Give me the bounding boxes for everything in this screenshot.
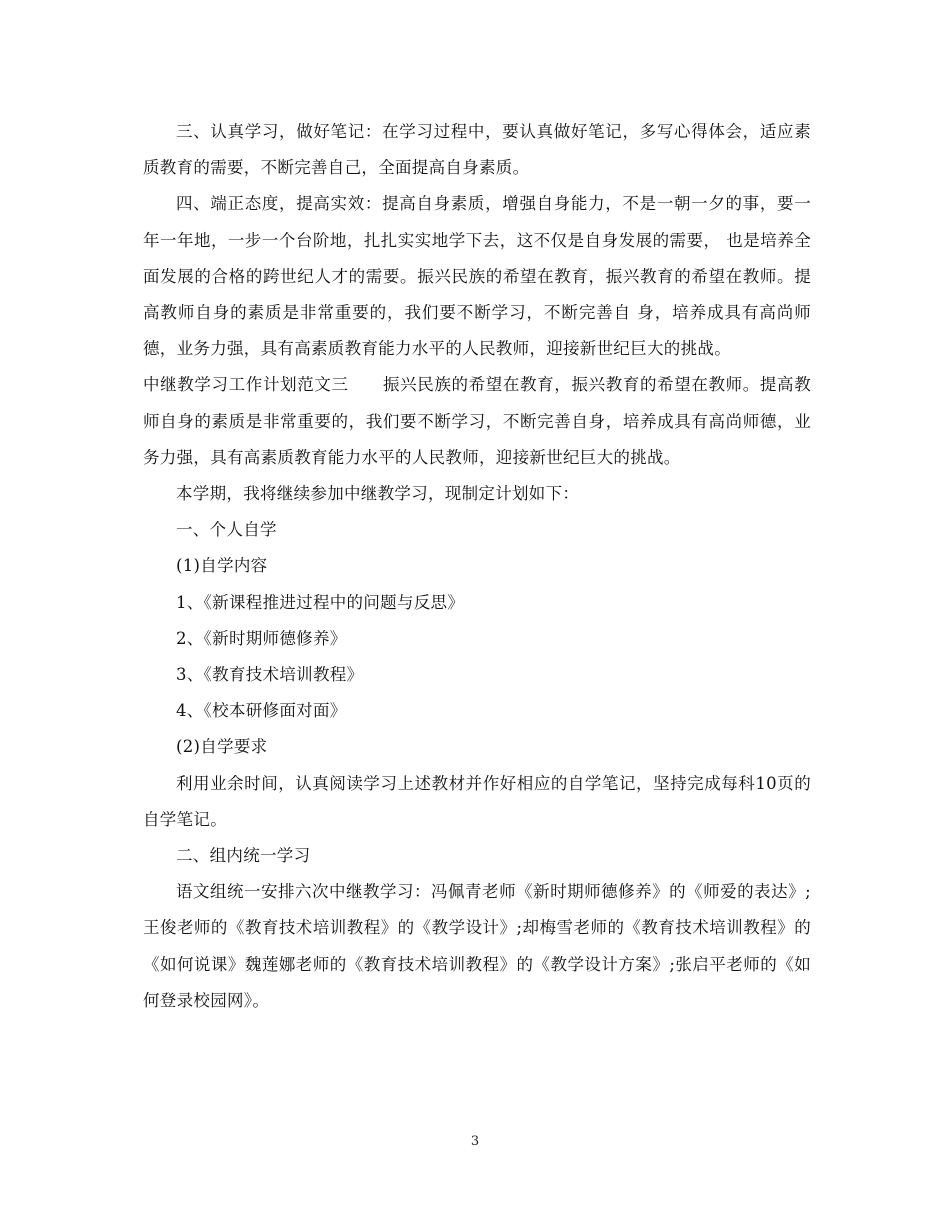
section-heading-text: 振兴民族的希望在教育，振兴教育的希望在教师。提高教师自身的素质是非常重要的，我们要不断学习，不断完善自身，培养成具有高尚师德，业务力强，具有高素质教育能力水平的人民教师，迎接新世纪巨大的挑战。 xyxy=(143,375,811,467)
subheading-self-study-requirements: (2)自学要求 xyxy=(176,737,268,757)
list-item-book-4: 4、《校本研修面对面》 xyxy=(176,701,347,721)
subheading-self-study-content: (1)自学内容 xyxy=(176,556,268,576)
heading-self-study: 一、个人自学 xyxy=(176,520,277,540)
list-item-book-1: 1、《新课程推进过程中的问题与反思》 xyxy=(176,592,465,612)
paragraph-self-study-requirements: 利用业余时间，认真阅读学习上述教材并作好相应的自学笔记，坚持完成每科10页的自学笔记。 xyxy=(143,773,811,829)
paragraph-semester-intro: 本学期，我将继续参加中继教学习，现制定计划如下： xyxy=(176,484,580,504)
section-heading: 中继教学习工作计划范文三 xyxy=(143,375,349,395)
paragraph-study-notes: 三、认真学习，做好笔记：在学习过程中，要认真做好笔记，多写心得体会，适应素质教育的需要，不断完善自己，全面提高自身素质。 xyxy=(143,122,811,178)
paragraph-plan-three xyxy=(143,367,811,476)
paragraph-attitude: 四、端正态度，提高实效：提高自身素质，增强自身能力，不是一朝一夕的事，要一年一年地，一步一个台阶地，扎扎实实地学下去，这不仅是自身发展的需要， 也是培养全面发展的合格的跨世纪人才的需要。振兴民族的希望在教育，振兴教育的希望在教师。提高教师自身的素质是非常重要的，我们要不断学习，不断完善自 身，培养成具有高尚师德，业务力强，具有高素质教育能力水平的人民教师，迎接新世纪巨大的挑战。 xyxy=(143,194,811,359)
heading-group-study: 二、组内统一学习 xyxy=(176,846,311,866)
paragraph-group-study: 语文组统一安排六次中继教学习：冯佩青老师《新时期师德修养》的《师爱的表达》;王俊老师的《教育技术培训教程》的《教学设计》;却梅雪老师的《教育技术培训教程》的《如何说课》魏莲娜老师的《教育技术培训教程》的《教学设计方案》;张启平老师的《如何登录校园网》。 xyxy=(143,882,811,1010)
list-item-book-3: 3、《教育技术培训教程》 xyxy=(176,665,364,685)
document-body xyxy=(143,114,811,1019)
list-item-book-2: 2、《新时期师德修养》 xyxy=(176,628,347,648)
page-number: 3 xyxy=(470,1134,480,1149)
